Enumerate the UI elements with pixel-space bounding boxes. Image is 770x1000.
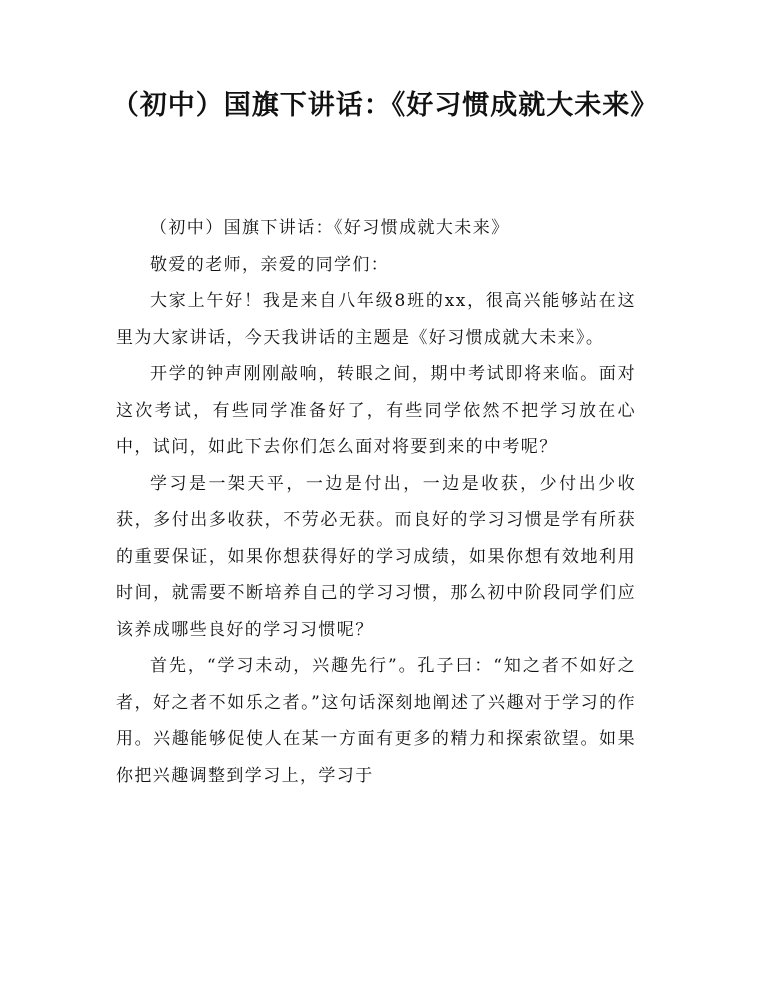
paragraph-intro: 大家上午好！我是来自八年级8班的xx，很高兴能够站在这里为大家讲话，今天我讲话的主题是《好习惯成就大未来》。	[116, 291, 636, 348]
paragraph-subtitle: （初中）国旗下讲话：《好习惯成就大未来》	[150, 218, 510, 238]
document-title: （初中）国旗下讲话：《好习惯成就大未来》	[111, 90, 659, 121]
paragraph-exam: 开学的钟声刚刚敲响，转眼之间，期中考试即将来临。面对这次考试，有些同学准备好了，有些同学依然不把学习放在心中，试问，如此下去你们怎么面对将要到来的中考呢？	[116, 364, 636, 457]
paragraph-balance: 学习是一架天平，一边是付出，一边是收获，少付出少收获，多付出多收获，不劳必无获。而良好的学习习惯是学有所获的重要保证，如果你想获得好的学习成绩，如果你想有效地利用时间，就需要不断培养自己的学习习惯，那么初中阶段同学们应该养成哪些良好的学习习惯呢？	[116, 473, 636, 640]
document-body	[116, 210, 636, 794]
paragraph-interest: 首先，“学习未动，兴趣先行”。孔子曰：“知之者不如好之者，好之者不如乐之者。”这句话深刻地阐述了兴趣对于学习的作用。兴趣能够促使人在某一方面有更多的精力和探索欲望。如果你把兴趣调整到学习上，学习于	[116, 656, 636, 786]
paragraph-greeting: 敬爱的老师，亲爱的同学们：	[150, 254, 390, 275]
